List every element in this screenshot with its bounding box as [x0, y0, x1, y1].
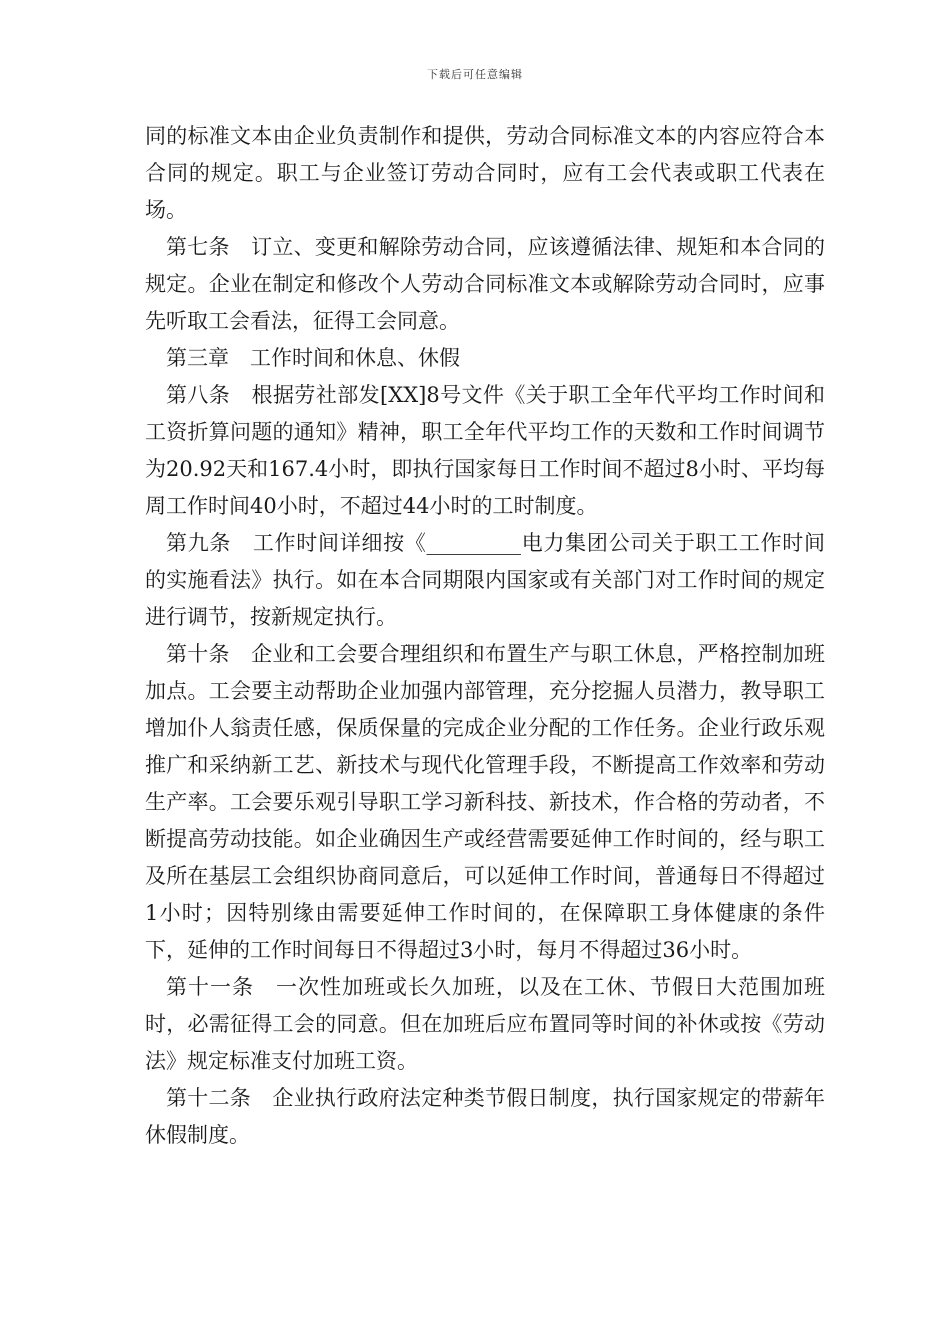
article-11: 第十一条 一次性加班或长久加班，以及在工休、节假日大范围加班时，必需征得工会的同意。但在加班后应布置同等时间的补休或按《劳动法》规定标准支付加班工资。	[145, 975, 825, 1073]
article-7: 第七条 订立、变更和解除劳动合同，应该遵循法律、规矩和本合同的规定。企业在制定和修改个人劳动合同标准文本或解除劳动合同时，应事先听取工会看法，征得工会同意。	[145, 235, 825, 333]
page-header: 下载后可任意编辑	[427, 68, 523, 81]
article-10: 第十条 企业和工会要合理组织和布置生产与职工休息，严格控制加班加点。工会要主动帮助企业加强内部管理，充分挖掘人员潜力，教导职工增加仆人翁责任感，保质保量的完成企业分配的工作任务。企业行政乐观推广和采纳新工艺、新技术与现代化管理手段，不断提高工作效率和劳动生产率。工会要乐观引导职工学习新科技、新技术，作合格的劳动者，不断提高劳动技能。如企业确因生产或经营需要延伸工作时间的，经与职工及所在基层工会组织协商同意后，可以延伸工作时间，普通每日不得超过1小时；因特别缘由需要延伸工作时间的，在保障职工身体健康的条件下，延伸的工作时间每日不得超过3小时，每月不得超过36小时。	[145, 642, 825, 962]
article-9: 第九条 工作时间详细按《_________电力集团公司关于职工工作时间的实施看法》执行。如在本合同期限内国家或有关部门对工作时间的规定进行调节，按新规定执行。	[145, 531, 825, 629]
article-8: 第八条 根据劳社部发[XX]8号文件《关于职工全年代平均工作时间和工资折算问题的通知》精神，职工全年代平均工作的天数和工作时间调节为20.92天和167.4小时，即执行国家每日工作时间不超过8小时、平均每周工作时间40小时，不超过44小时的工时制度。	[145, 383, 825, 518]
chapter-3-heading: 第三章 工作时间和休息、休假	[166, 346, 460, 370]
paragraph-continuation: 同的标准文本由企业负责制作和提供，劳动合同标准文本的内容应符合本合同的规定。职工与企业签订劳动合同时，应有工会代表或职工代表在场。	[145, 124, 825, 222]
document-body	[145, 118, 825, 1154]
article-12: 第十二条 企业执行政府法定种类节假日制度，执行国家规定的带薪年休假制度。	[145, 1086, 825, 1147]
